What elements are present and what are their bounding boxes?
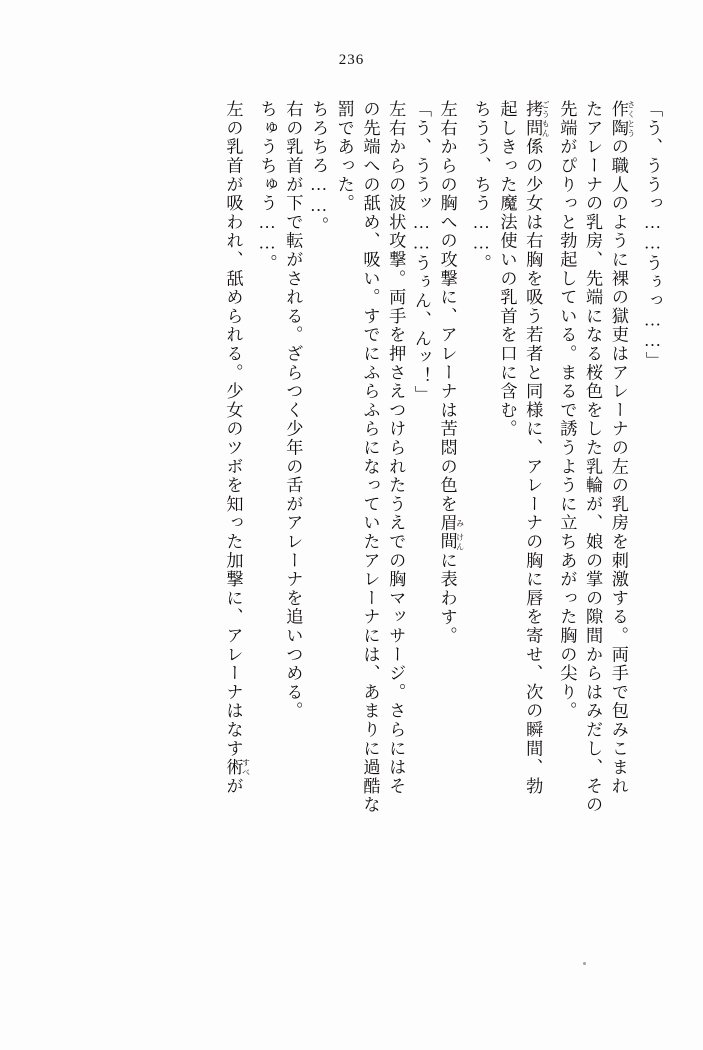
- ruby-sube: 術 すべ: [223, 758, 251, 777]
- text-column: [438, 100, 464, 950]
- text-column: ちゅうちゅう……。: [257, 100, 277, 273]
- text-column-rest: 係の少女は右胸を吸う若者と同様に、アレーナの胸に唇を寄せ、次の瞬間、勃: [523, 137, 543, 796]
- text-column: ちろちろ……。: [309, 100, 329, 236]
- text-column-rest: の職人のように裸の獄吏はアレーナの左の乳房を刺激する。両手で包みこまれ: [608, 137, 628, 796]
- vertical-text-body: [41, 100, 661, 960]
- text-column: [224, 100, 250, 950]
- text-column: 「う、ううッ……うぅん、んッ！」: [411, 100, 431, 405]
- text-column: 右の乳首が下で転がされる。ざらつく少年の舌がアレーナを追いつめる。: [283, 100, 303, 721]
- ruby-miken: 眉 み: [437, 513, 465, 533]
- text-column: 「う、ううっ……うぅっ……」: [643, 100, 662, 371]
- ruby-sakutou: 作陶 さくとう: [608, 100, 636, 138]
- text-column-rest: に表わす。: [437, 551, 457, 646]
- text-column-rest: が: [223, 776, 243, 796]
- text-column: 起しきった魔法使いの乳首を口に含む。: [497, 100, 517, 439]
- text-column: たアレーナの乳房、先端になる桜色をした乳輪が、娘の掌の隙間からはみだし、その: [583, 100, 603, 815]
- ruby-miken-2: 間 けん: [437, 532, 465, 552]
- text-column: ちうう、ちう……。: [471, 100, 491, 273]
- text-column: 罰であった。: [334, 100, 354, 213]
- text-column: 左右からの波状攻撃。両手を押さえつけられたうえでの胸マッサージ。さらにはそ: [386, 100, 406, 796]
- text-column: 先端がぴりっと勃起している。まるで誘うように立ちあがった胸の尖り。: [557, 100, 577, 721]
- ruby-goumon: 拷問 ごうもん: [523, 100, 551, 138]
- text-column: [610, 100, 636, 950]
- page-number: 236: [338, 52, 365, 68]
- text-column-part: 左右からの胸への攻撃に、アレーナは苦悶の色を: [437, 100, 457, 514]
- text-column: の先端への舐め、吸い。すでにふらふらになっていたアレーナには、あまりに過酷な: [360, 100, 380, 815]
- text-column-part: 左の乳首が吸われ、舐められる。少女のツボを知った加撃に、アレーナはなす: [223, 100, 243, 758]
- text-column: [524, 100, 550, 950]
- page-speck: [583, 962, 586, 965]
